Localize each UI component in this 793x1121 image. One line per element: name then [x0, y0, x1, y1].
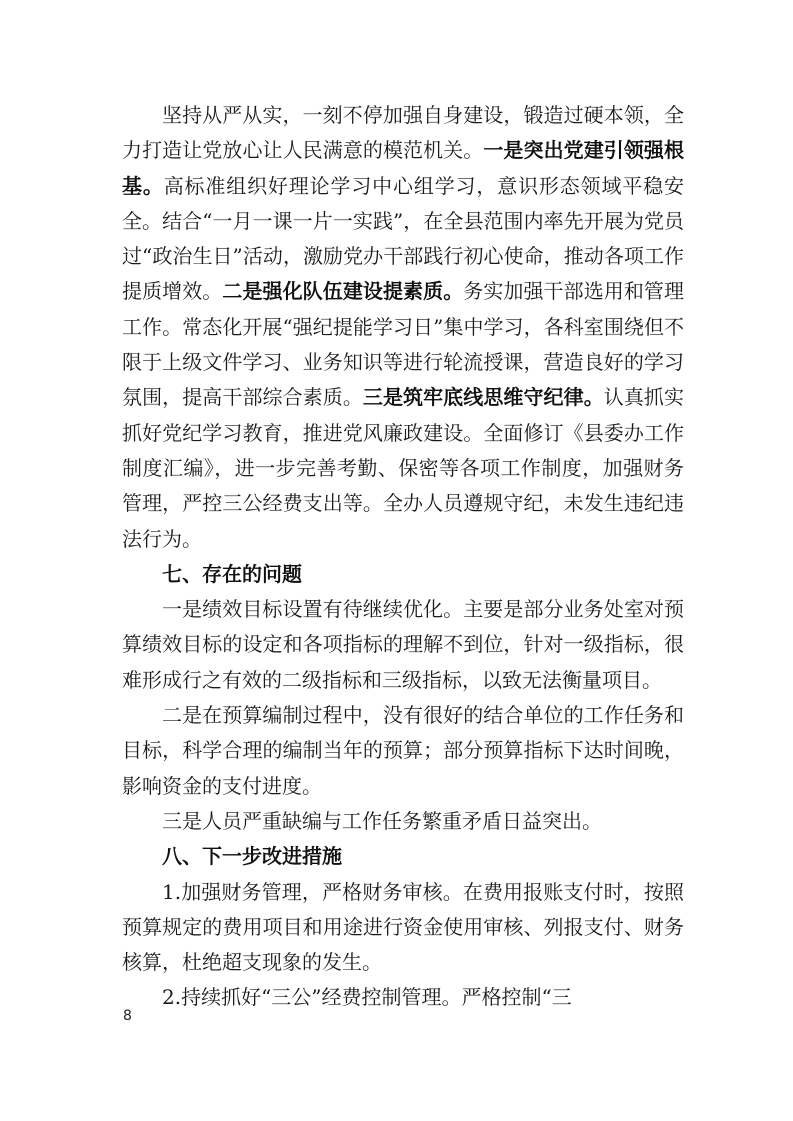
bold-point-party-building: 一是突出党建引领强根基。 — [122, 138, 685, 198]
paragraph-problem-1: 一是绩效目标设置有待继续优化。主要是部分业务处室对预算绩效目标的设定和各项指标的理解不到位，针对一级指标，很难形成行之有效的二级指标和三级指标，以致无法衡量项目。 — [122, 597, 684, 692]
paragraph-text: 坚持从严从实，一刻不停加强自身建设，锻造过硬本领，全力打造让党放心让人民满意的模范机关。 — [122, 103, 684, 163]
paragraph-problem-2: 二是在预算编制过程中，没有很好的结合单位的工作任务和目标，科学合理的编制当年的预算；部分预算指标下达时间晚，影响资金的支付进度。 — [122, 703, 684, 798]
section-heading-improvements: 八、下一步改进措施 — [162, 844, 342, 869]
page-number: 8 — [123, 1008, 132, 1024]
paragraph-text: 高标准组织好理论学习中心组学习，意识形态领域平稳安全。结合“一月一课一片一实践”，在全县范围内率先开展为党员过“政治生日”活动，激励党办干部践行初心使命，推动各项工作提质增效。 — [122, 173, 685, 304]
paragraph-text: 务实加强干部选用和管理工作。常态化开展“强纪提能学习日”集中学习，各科室围绕但不限于上级文件学习、业务知识等进行轮流授课，营造良好的学习氛围，提高干部综合素质。 — [122, 279, 685, 410]
paragraph-self-building — [122, 98, 684, 557]
paragraph-problem-3: 三是人员严重缺编与工作任务繁重矛盾日益突出。 — [162, 808, 602, 833]
bold-point-team-building: 二是强化队伍建设提素质。 — [222, 279, 464, 304]
bold-point-discipline: 三是筑牢底线思维守纪律。 — [362, 385, 604, 410]
paragraph-measure-2: 2.持续抓好“三公”经费控制管理。严格控制“三 — [162, 985, 572, 1010]
paragraph-measure-1: 1.加强财务管理，严格财务审核。在费用报账支付时，按照预算规定的费用项目和用途进行资金使用审核、列报支付、财务核算，杜绝超支现象的发生。 — [122, 879, 684, 975]
section-heading-problems: 七、存在的问题 — [162, 561, 302, 586]
document-body — [122, 98, 684, 1016]
paragraph-text: 认真抓实抓好党纪学习教育，推进党风廉政建设。全面修订《县委办工作制度汇编》，进一步完善考勤、保密等各项工作制度，加强财务管理，严控三公经费支出等。全办人员遵规守纪，未发生违纪违法行为。 — [122, 385, 685, 551]
